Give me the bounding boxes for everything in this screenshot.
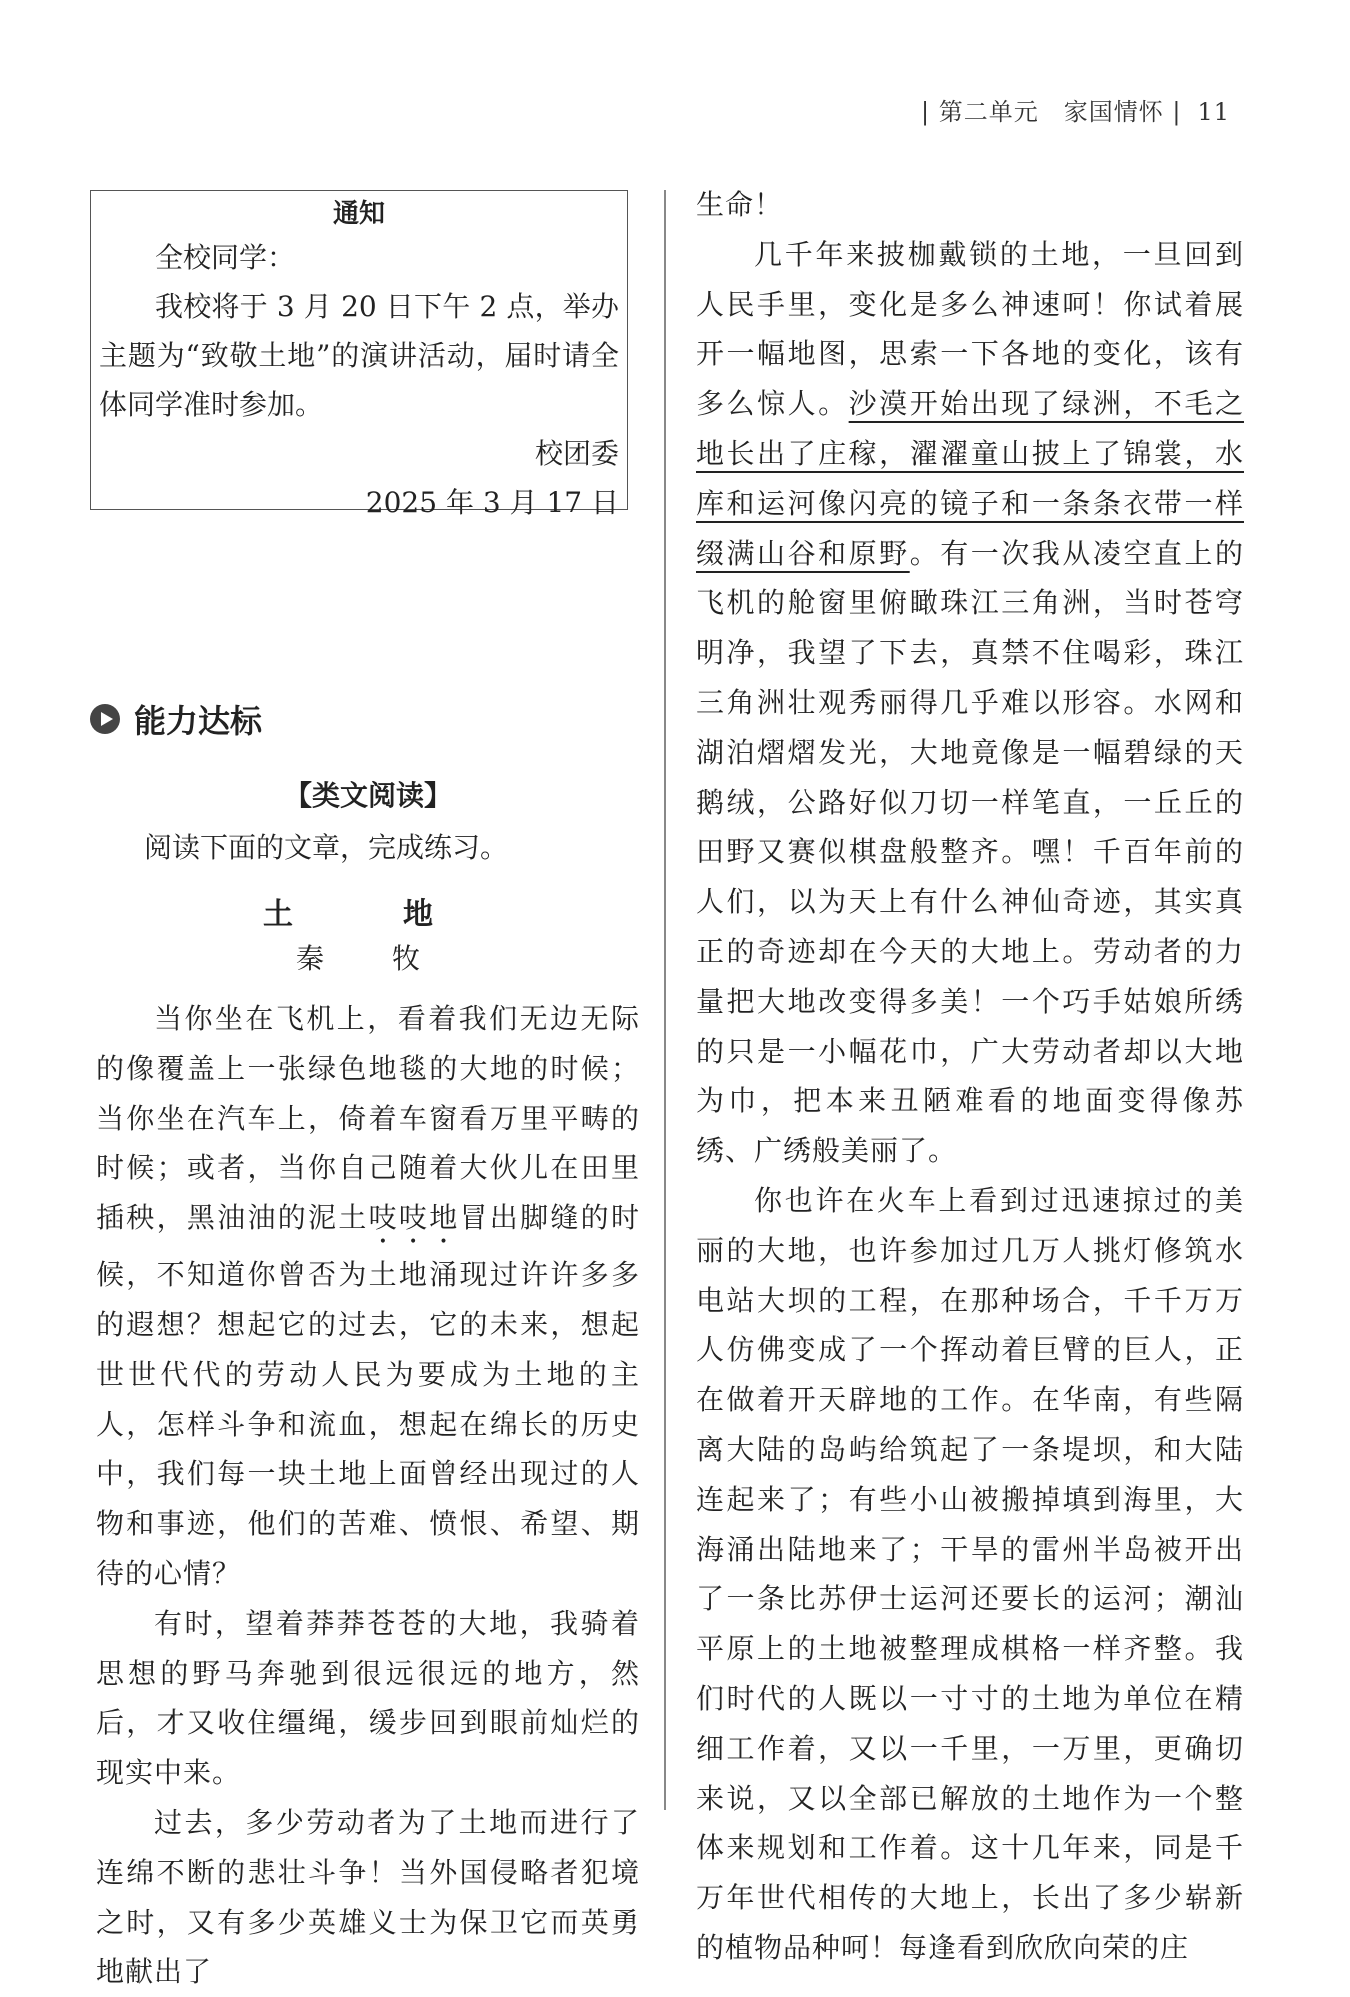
article-title: 土 地 [263, 897, 473, 932]
reading-subheading: 【类文阅读】 [283, 779, 452, 812]
notice-greeting: 全校同学： [155, 241, 296, 274]
right-column [696, 180, 1244, 1973]
paragraph-4-part-a: 几千年来披枷戴锁的土地，一旦回到人民手里，变化是多么神速呵！你试着展开一幅地图，思索一下各地的变化，该有多么惊人。 [696, 237, 1244, 421]
reading-instruction: 阅读下面的文章，完成练习。 [144, 831, 509, 864]
page-number: 11 [1197, 98, 1230, 126]
notice-signer: 校团委 [534, 437, 619, 470]
page-header [921, 92, 1230, 127]
underlined-sentence: 沙漠开始出现了绿洲，不毛之地长出了庄稼，濯濯童山披上了锦裳，水库和运河像闪亮的镜子和一条条衣带一样缀满山谷和原野 [696, 387, 1244, 570]
paragraph-2: 有时，望着莽莽苍苍的大地，我骑着思想的野马奔驰到很远很远的地方，然后，才又收住缰绳，缓步回到眼前灿烂的现实中来。 [96, 1606, 640, 1790]
column-divider [664, 190, 666, 1810]
notice-title: 通知 [332, 199, 385, 229]
left-column [96, 770, 640, 1997]
unit-label: | 第二单元 家国情怀 | [921, 98, 1182, 126]
notice-box [90, 190, 628, 519]
notice-date: 2025 年 3 月 17 日 [365, 486, 619, 519]
paragraph-continued: 生命！ [696, 188, 784, 221]
article-author: 秦 牧 [295, 942, 440, 975]
notice-body: 我校将于 3 月 20 日下午 2 点，举办主题为“致敬土地”的演讲活动，届时请全体同学准时参加。 [99, 290, 619, 421]
paragraph-1-part-b: 冒出脚缝的时候，不知道你曾否为土地涌现过许许多多的遐想？想起它的过去，它的未来，想起世世代代的劳动人民为要成为土地的主人，怎样斗争和流血，想起在绵长的历史中，我们每一块土地上面曾经出现过的人物和事迹，他们的苦难、愤恨、希望、期待的心情？ [96, 1201, 640, 1590]
paragraph-4 [696, 230, 1244, 1176]
emphasis-dots-text: 吱吱地 [368, 1201, 460, 1235]
paragraph-1-part-a: 当你坐在飞机上，看着我们无边无际的像覆盖上一张绿色地毯的大地的时候；当你坐在汽车上，倚着车窗看万里平畴的时候；或者，当你自己随着大伙儿在田里插秧，黑油油的泥土 [96, 1002, 640, 1235]
paragraph-3: 过去，多少劳动者为了土地而进行了连绵不断的悲壮斗争！当外国侵略者犯境之时，又有多少英雄义士为保卫它而英勇地献出了 [96, 1805, 640, 1989]
play-bullet-icon [90, 704, 120, 734]
section-heading-text: 能力达标 [134, 702, 263, 740]
section-heading [90, 696, 262, 742]
paragraph-1 [96, 994, 640, 1599]
paragraph-5: 你也许在火车上看到过迅速掠过的美丽的大地，也许参加过几万人挑灯修筑水电站大坝的工程，在那种场合，千千万万人仿佛变成了一个挥动着巨臂的巨人，正在做着开天辟地的工作。在华南，有些隔离大陆的岛屿给筑起了一条堤坝，和大陆连起来了；有些小山被搬掉填到海里，大海涌出陆地来了；干旱的雷州半岛被开出了一条比苏伊士运河还要长的运河；潮汕平原上的土地被整理成棋格一样齐整。我们时代的人既以一寸寸的土地为单位在精细工作着，又以一千里，一万里，更确切来说，又以全部已解放的土地作为一个整体来规划和工作着。这十几年来，同是千万年世代相传的大地上，长出了多少崭新的植物品种呵！每逢看到欣欣向荣的庄 [696, 1183, 1244, 1964]
paragraph-4-part-b: 。有一次我从凌空直上的飞机的舱窗里俯瞰珠江三角洲，当时苍穹明净，我望了下去，真禁不住喝彩，珠江三角洲壮观秀丽得几乎难以形容。水网和湖泊熠熠发光，大地竟像是一幅碧绿的天鹅绒，公路好似刀切一样笔直，一丘丘的田野又赛似棋盘般整齐。嘿！千百年前的人们，以为天上有什么神仙奇迹，其实真正的奇迹却在今天的大地上。劳动者的力量把大地改变得多美！一个巧手姑娘所绣的只是一小幅花巾，广大劳动者却以大地为巾，把本来丑陋难看的地面变得像苏绣、广绣般美丽了。 [696, 536, 1244, 1168]
